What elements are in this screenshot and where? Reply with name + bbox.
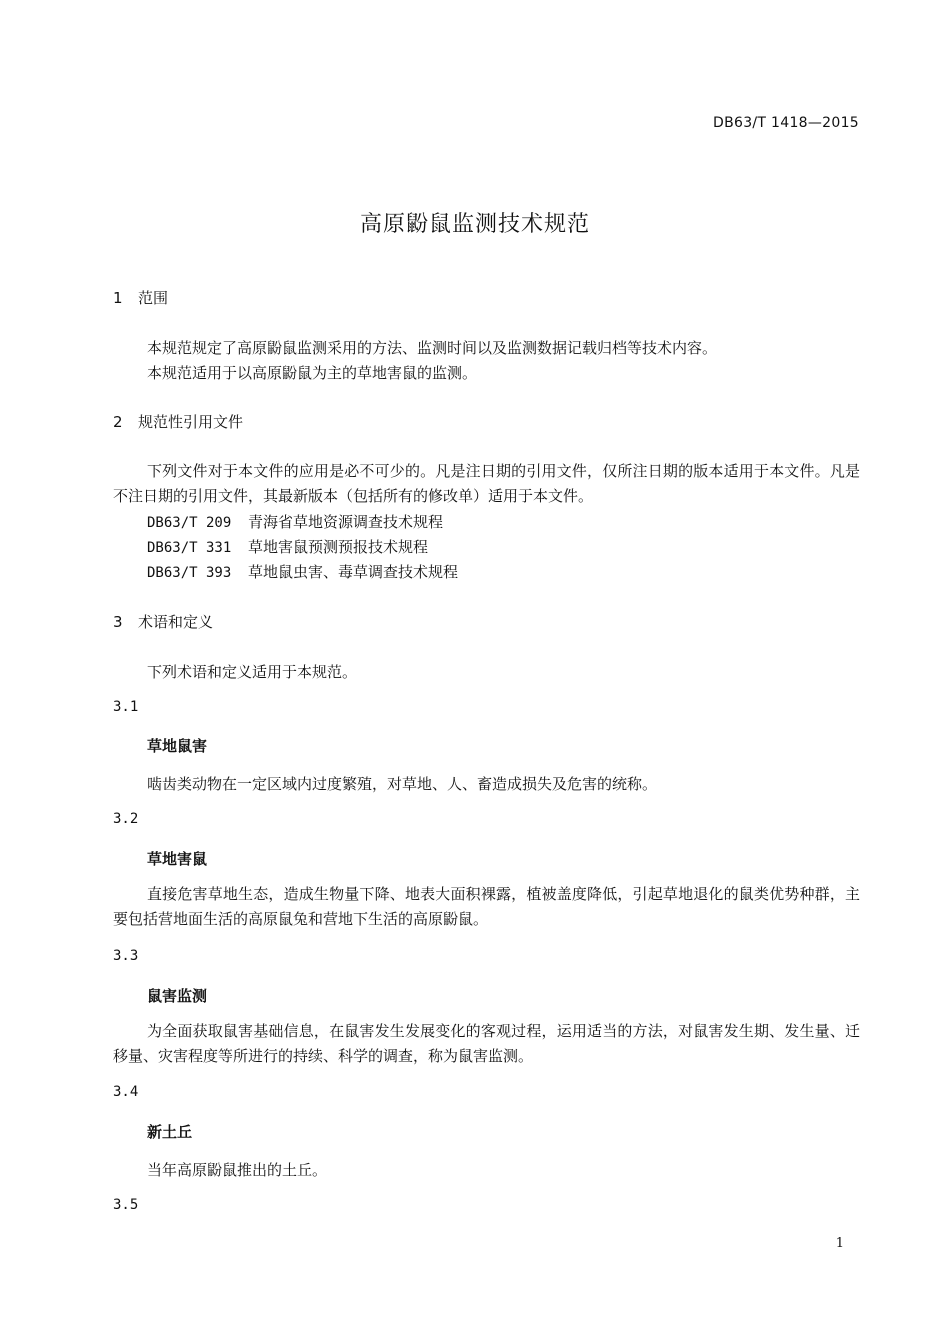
term-number: 3.3 xyxy=(113,948,139,964)
standard-code: DB63/T 1418—2015 xyxy=(713,115,859,131)
reference-code: DB63/T 331 xyxy=(147,540,232,556)
term-number: 3.2 xyxy=(113,811,139,827)
term-definition: 啮齿类动物在一定区域内过度繁殖，对草地、人、畜造成损失及危害的统称。 xyxy=(147,775,658,793)
reference-code: DB63/T 209 xyxy=(147,515,232,531)
section-title: 术语和定义 xyxy=(138,613,214,631)
section-number: 1 xyxy=(113,289,123,307)
term-title: 草地害鼠 xyxy=(147,850,208,868)
reference-item xyxy=(147,536,428,557)
reference-title: 草地鼠虫害、毒草调查技术规程 xyxy=(248,563,459,581)
term-definition: 为全面获取鼠害基础信息，在鼠害发生发展变化的客观过程，运用适当的方法，对鼠害发生期、发生量、迁移量、灾害程度等所进行的持续、科学的调查，称为鼠害监测。 xyxy=(113,1022,860,1065)
reference-item xyxy=(147,561,458,582)
reference-item xyxy=(147,511,443,532)
page-number: 1 xyxy=(835,1236,844,1251)
reference-code: DB63/T 393 xyxy=(147,565,232,581)
section-title: 范围 xyxy=(138,289,169,307)
paragraph: 本规范适用于以高原鼢鼠为主的草地害鼠的监测。 xyxy=(147,364,478,382)
term-title: 新土丘 xyxy=(147,1123,193,1141)
section-1-heading xyxy=(113,287,168,308)
term-number: 3.1 xyxy=(113,699,139,715)
term-number: 3.4 xyxy=(113,1084,139,1100)
reference-title: 青海省草地资源调查技术规程 xyxy=(248,513,444,531)
term-definition: 直接危害草地生态，造成生物量下降、地表大面积裸露，植被盖度降低，引起草地退化的鼠类优势种群，主要包括营地面生活的高原鼠兔和营地下生活的高原鼢鼠。 xyxy=(113,885,860,928)
term-number: 3.5 xyxy=(113,1197,139,1213)
paragraph: 下列术语和定义适用于本规范。 xyxy=(147,663,358,681)
section-number: 3 xyxy=(113,613,123,631)
reference-title: 草地害鼠预测预报技术规程 xyxy=(248,538,429,556)
section-number: 2 xyxy=(113,413,123,431)
paragraph: 下列文件对于本文件的应用是必不可少的。凡是注日期的引用文件，仅所注日期的版本适用于本文件。凡是不注日期的引用文件，其最新版本（包括所有的修改单）适用于本文件。 xyxy=(113,462,860,505)
paragraph: 本规范规定了高原鼢鼠监测采用的方法、监测时间以及监测数据记载归档等技术内容。 xyxy=(147,339,718,357)
section-2-heading xyxy=(113,411,243,432)
term-definition: 当年高原鼢鼠推出的土丘。 xyxy=(147,1161,328,1179)
term-title: 草地鼠害 xyxy=(147,737,208,755)
document-title: 高原鼢鼠监测技术规范 xyxy=(359,212,590,237)
term-title: 鼠害监测 xyxy=(147,987,208,1005)
section-title: 规范性引用文件 xyxy=(138,413,244,431)
section-3-heading xyxy=(113,611,213,632)
